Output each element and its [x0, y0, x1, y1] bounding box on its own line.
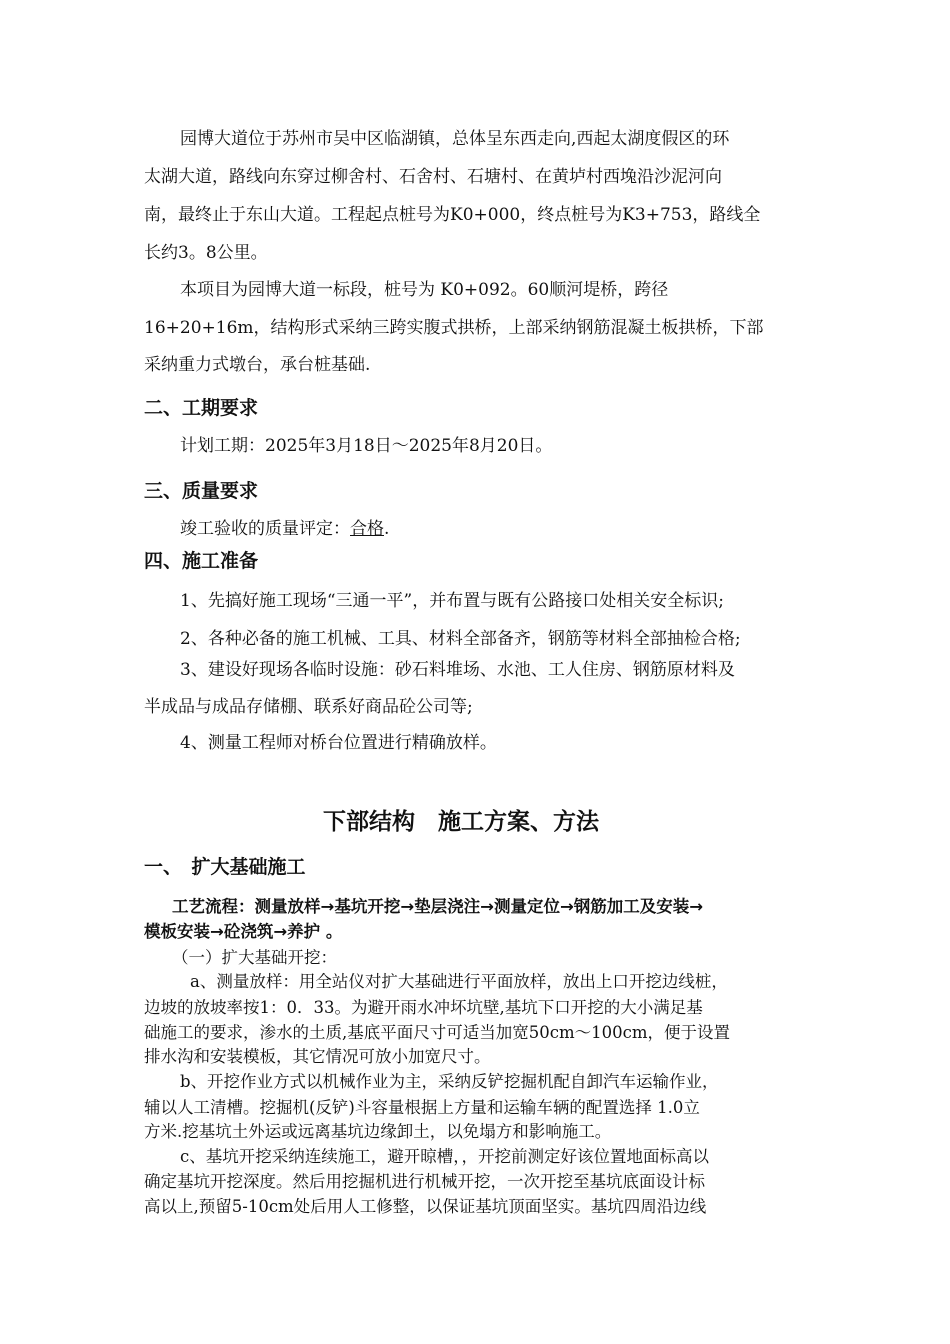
para-a-line-2: 边坡的放坡率按1：0．33。为避开雨水冲坏坑壁,基坑下口开挖的大小满足基: [144, 998, 703, 1017]
para-b-line-2: 辅以人工清槽。挖掘机(反铲)斗容量根据上方量和运输车辆的配置选择 1.0立: [144, 1098, 700, 1117]
para-b-line-1: b、开挖作业方式以机械作业为主，采纳反铲挖掘机配自卸汽车运输作业，: [180, 1072, 719, 1091]
project-line-3: 采纳重力式墩台，承台桩基础.: [144, 355, 371, 375]
intro-line-2: 太湖大道，路线向东穿过柳舍村、石舍村、石塘村、在黄垆村西堍沿沙泥河向: [144, 167, 722, 187]
preparation-item-4: 4、测量工程师对桥台位置进行精确放样。: [180, 733, 497, 753]
process-flow-line-2: 模板安装→砼浇筑→养护 。: [144, 922, 343, 941]
preparation-item-2: 2、各种必备的施工机械、工具、材料全部备齐，钢筋等材料全部抽检合格;: [180, 629, 741, 649]
para-c-line-2: 确定基坑开挖深度。然后用挖掘机进行机械开挖，一次开挖至基坑底面设计标: [144, 1172, 705, 1191]
project-line-2: 16+20+16m，结构形式采纳三跨实腹式拱桥，上部采纳钢筋混凝土板拱桥，下部: [144, 318, 764, 338]
para-c-line-1: c、基坑开挖采纳连续施工，避开晾槽，，开挖前测定好该位置地面标高以: [180, 1147, 709, 1166]
quality-text-prefix: 竣工验收的质量评定：: [180, 519, 350, 539]
process-flow-line-1: 工艺流程：测量放样→基坑开挖→垫层浇注→测量定位→钢筋加工及安装→: [172, 897, 704, 916]
subsection-heading-foundation: 一、 扩大基础施工: [144, 856, 306, 878]
intro-line-4: 长约3。8公里。: [144, 243, 268, 263]
para-b-line-3: 方米.挖基坑土外运或远离基坑边缘卸土，以免塌方和影响施工。: [144, 1122, 612, 1141]
excavation-subheading: （一）扩大基础开挖：: [172, 948, 337, 967]
para-a-line-4: 排水沟和安装模板，其它情况可放小加宽尺寸。: [144, 1047, 491, 1066]
preparation-item-3-cont: 半成品与成品存储棚、联系好商品砼公司等;: [144, 697, 473, 717]
para-c-line-3: 高以上,预留5-10cm处后用人工修整，以保证基坑顶面坚实。基坑四周沿边线: [144, 1197, 707, 1216]
preparation-item-3: 3、建设好现场各临时设施：砂石料堆场、水池、工人住房、钢筋原材料及: [180, 660, 735, 680]
quality-text: [180, 514, 389, 539]
intro-line-3: 南，最终止于东山大道。工程起点桩号为K0+000，终点桩号为K3+753，路线全: [144, 205, 761, 225]
section-heading-quality: 三、质量要求: [144, 480, 259, 502]
para-a-line-1: a、测量放样：用全站仪对扩大基础进行平面放样，放出上口开挖边线桩，: [190, 972, 728, 991]
schedule-text: 计划工期：2025年3月18日～2025年8月20日。: [180, 436, 553, 456]
intro-line-1: 园博大道位于苏州市吴中区临湖镇，总体呈东西走向,西起太湖度假区的环: [180, 129, 730, 149]
section-heading-preparation: 四、施工准备: [144, 550, 259, 572]
section-heading-schedule: 二、工期要求: [144, 397, 259, 419]
quality-grade: 合格: [350, 519, 384, 539]
quality-text-suffix: .: [384, 519, 390, 539]
para-a-line-3: 础施工的要求，渗水的土质,基底平面尺寸可适当加宽50cm～100cm，便于设置: [144, 1023, 731, 1042]
project-line-1: 本项目为园博大道一标段，桩号为 K0+092。60顺河堤桥，跨径: [180, 280, 669, 300]
part-title: 下部结构 施工方案、方法: [323, 809, 599, 835]
preparation-item-1: 1、先搞好施工现场“三通一平”，并布置与既有公路接口处相关安全标识;: [180, 591, 724, 611]
